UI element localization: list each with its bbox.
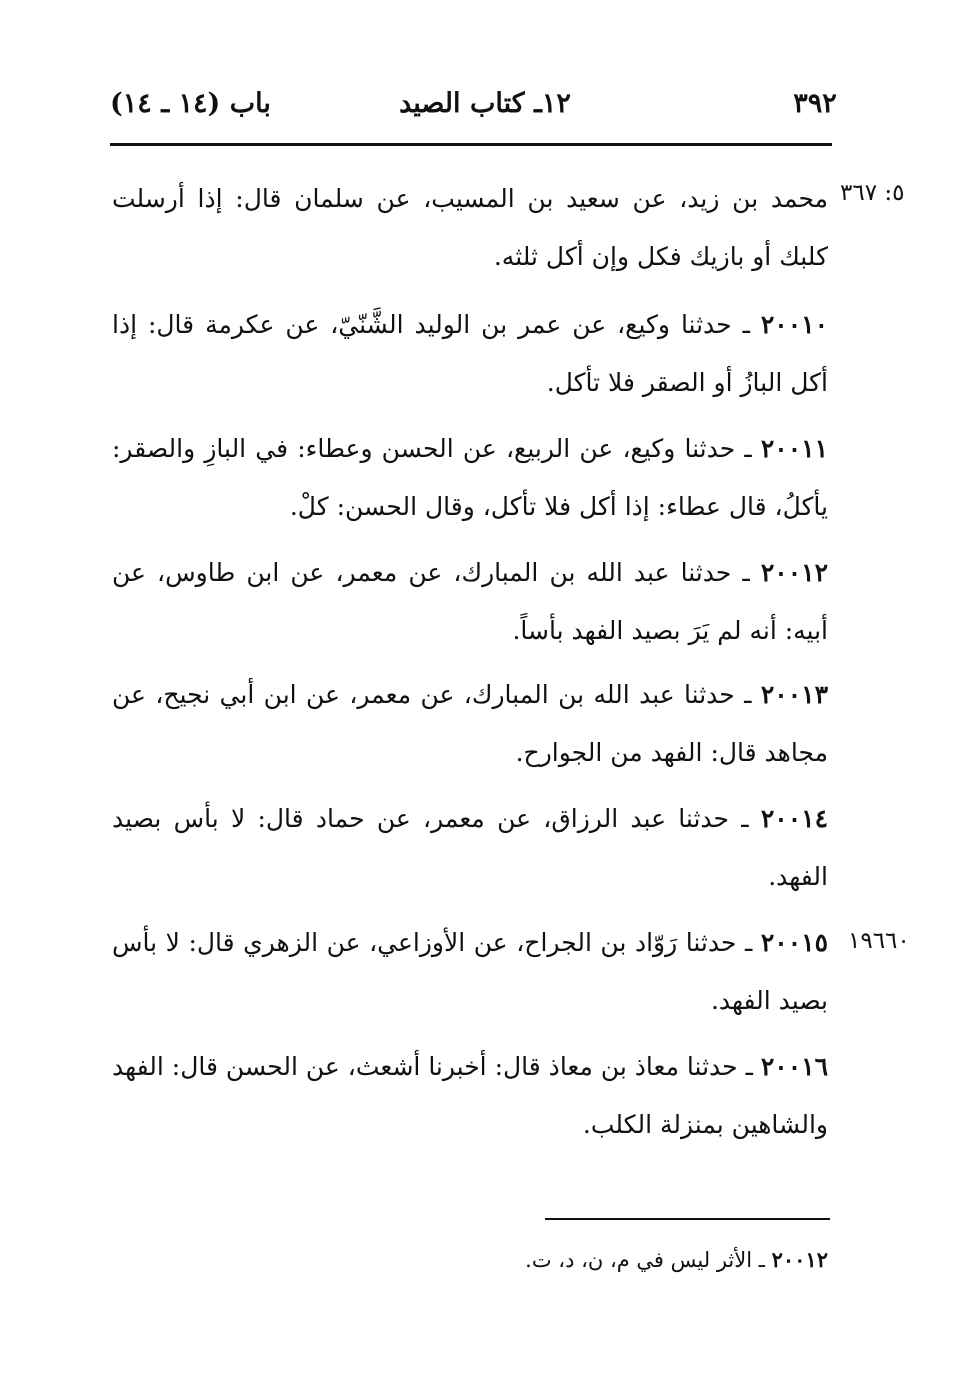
paragraph [112,790,828,906]
paragraph-text: ـ حدثنا وكيع، عن عمر بن الوليد الشَّنّيّ، عن عكرمة قال: إذا أكل البازُ أو الصقر فلا تأكل. [112,310,828,397]
paragraph [112,544,828,660]
hadith-number: ٢٠٠١٦ [760,1052,828,1081]
page-number: ٣٩٢ [793,88,837,119]
footnote-number: ٢٠٠١٢ [771,1247,828,1272]
paragraph [112,170,828,286]
hadith-number: ٢٠٠١٤ [760,804,828,833]
paragraph-text: ـ حدثنا وكيع، عن الربيع، عن الحسن وعطاء: في البازِ والصقر: يأكلُ، قال عطاء: إذا أكل فلا تأكل، وقال الحسن: كلْ. [112,434,828,521]
hadith-number: ٢٠٠١١ [760,434,828,463]
footnote-text: ـ الأثر ليس في م، ن، د، ت. [525,1248,765,1272]
hadith-number: ٢٠٠١٢ [760,558,828,587]
paragraph [112,1038,828,1154]
hadith-number: ٢٠٠١٣ [760,680,828,709]
paragraph-text: ـ حدثنا عبد الله بن المبارك، عن معمر، عن ابن أبي نجيح، عن مجاهد قال: الفهد من الجوارح. [112,680,828,767]
hadith-number: ٢٠٠١٥ [760,928,828,957]
chapter-title: باب (١٤ ـ ١٤) [110,88,271,119]
margin-reference: ٥: ٣٦٧ [840,180,905,206]
footnote-rule [545,1218,830,1220]
paragraph [112,914,828,1030]
book-title: ١٢ـ كتاب الصيد [399,88,571,119]
paragraph-text: ـ حدثنا عبد الله بن المبارك، عن معمر، عن ابن طاوس، عن أبيه: أنه لم يَرَ بصيد الفهد بأساً. [112,558,828,645]
margin-reference: ١٩٦٦٠ [848,928,910,954]
paragraph-text: ـ حدثنا عبد الرزاق، عن معمر، عن حماد قال: لا بأس بصيد الفهد. [112,804,828,891]
paragraph-text: ـ حدثنا رَوّاد بن الجراح، عن الأوزاعي، عن الزهري قال: لا بأس بصيد الفهد. [112,928,828,1015]
header-rule [110,143,832,146]
paragraph-text: محمد بن زيد، عن سعيد بن المسيب، عن سلمان قال: إذا أرسلت كلبك أو بازيك فكل وإن أكل ثلثه. [112,184,828,271]
paragraph [112,666,828,782]
footnote [400,1240,828,1280]
hadith-number: ٢٠٠١٠ [760,310,828,339]
paragraph [112,420,828,536]
paragraph-text: ـ حدثنا معاذ بن معاذ قال: أخبرنا أشعث، عن الحسن قال: الفهد والشاهين بمنزلة الكلب. [112,1052,828,1139]
paragraph [112,296,828,412]
